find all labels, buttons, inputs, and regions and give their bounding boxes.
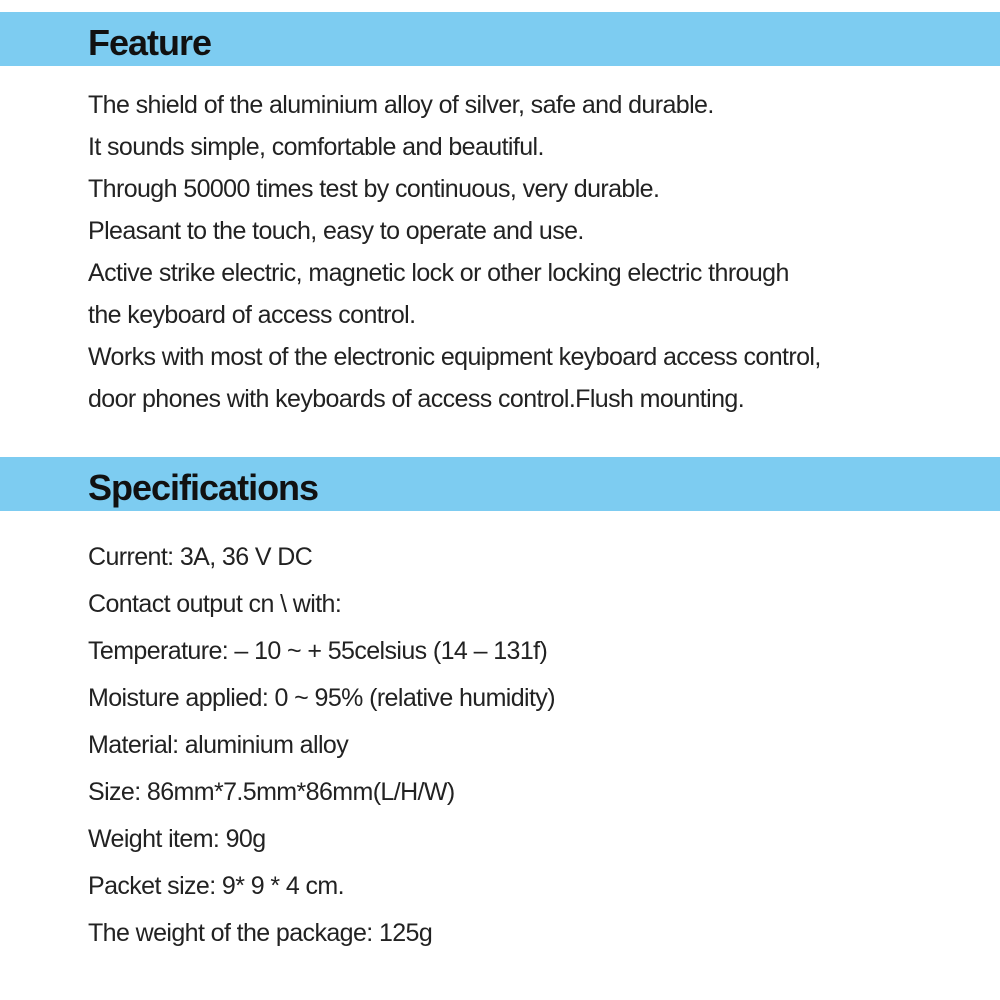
- spec-line-package-weight: The weight of the package: 125g: [88, 919, 433, 947]
- feature-line: The shield of the aluminium alloy of silver, safe and durable.: [88, 91, 714, 119]
- spec-line-packet-size: Packet size: 9* 9 * 4 cm.: [88, 872, 344, 900]
- feature-line: Through 50000 times test by continuous, very durable.: [88, 175, 660, 203]
- spec-line-weight-item: Weight item: 90g: [88, 825, 266, 853]
- feature-line: It sounds simple, comfortable and beautiful.: [88, 133, 544, 161]
- spec-line-material: Material: aluminium alloy: [88, 731, 349, 759]
- feature-heading: Feature: [88, 22, 212, 63]
- feature-list: [88, 84, 988, 420]
- feature-line: the keyboard of access control.: [88, 301, 416, 329]
- specifications-heading: Specifications: [88, 467, 319, 508]
- spec-line-contact-output: Contact output cn \ with:: [88, 590, 342, 618]
- feature-header-band: [0, 12, 1000, 66]
- specifications-header-band: [0, 457, 1000, 511]
- spec-line-temperature: Temperature: – 10 ~ + 55celsius (14 – 131f): [88, 637, 548, 665]
- spec-line-size: Size: 86mm*7.5mm*86mm(L/H/W): [88, 778, 455, 806]
- feature-line: door phones with keyboards of access control.Flush mounting.: [88, 385, 745, 413]
- spec-line-current: Current: 3A, 36 V DC: [88, 543, 313, 571]
- feature-line: Works with most of the electronic equipment keyboard access control,: [88, 343, 821, 371]
- feature-line: Active strike electric, magnetic lock or other locking electric through: [88, 259, 789, 287]
- feature-line: Pleasant to the touch, easy to operate and use.: [88, 217, 584, 245]
- spec-line-moisture: Moisture applied: 0 ~ 95% (relative humidity): [88, 684, 555, 712]
- specifications-list: [88, 534, 988, 957]
